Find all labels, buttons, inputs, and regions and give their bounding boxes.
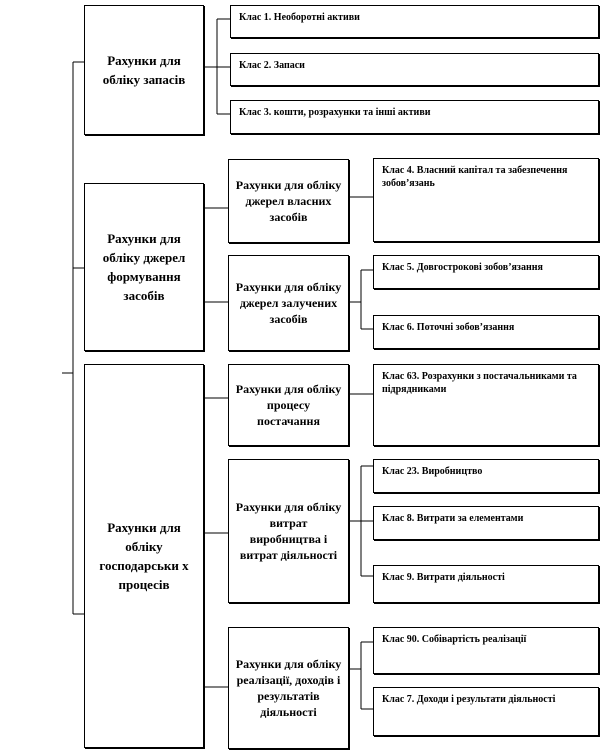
class-5-box	[373, 255, 599, 289]
class-90-box	[373, 627, 599, 674]
class-label: Клас 7. Доходи і результати діяльності	[382, 694, 556, 705]
class-label: Клас 90. Собівартість реалізації	[382, 634, 527, 645]
class-label: Клас 9. Витрати діяльності	[382, 572, 505, 583]
class-label: Клас 4. Власний капітал та забезпечення зобов’язань	[382, 165, 568, 189]
subgroup-label: Рахунки для обліку витрат виробництва і витрат діяльності	[235, 500, 342, 562]
class-9-box	[373, 565, 599, 603]
class-label: Клас 3. кошти, розрахунки та інші активи	[239, 107, 431, 118]
subgroup-production-costs	[228, 459, 349, 603]
class-label: Клас 6. Поточні зобов’язання	[382, 322, 515, 333]
group-label: Рахунки для обліку господарськи х процесів	[99, 520, 189, 592]
subgroup-label: Рахунки для обліку реалізації, доходів і результатів діяльності	[235, 657, 342, 719]
class-label: Клас 8. Витрати за елементами	[382, 513, 524, 524]
class-label: Клас 63. Розрахунки з постачальниками та підрядниками	[382, 371, 577, 395]
class-23-box	[373, 459, 599, 493]
group-label: Рахунки для обліку запасів	[102, 53, 186, 87]
class-3-box	[230, 100, 599, 134]
class-label: Клас 23. Виробництво	[382, 466, 483, 477]
class-7-box	[373, 687, 599, 736]
group-inventory-accounts	[84, 5, 204, 135]
class-2-box	[230, 53, 599, 86]
subgroup-supply-process	[228, 364, 349, 446]
group-label: Рахунки для обліку джерел формування засобів	[102, 231, 186, 303]
subgroup-label: Рахунки для обліку процесу постачання	[235, 382, 342, 428]
class-63-box	[373, 364, 599, 446]
subgroup-label: Рахунки для обліку джерел власних засобів	[235, 178, 342, 224]
class-4-box	[373, 158, 599, 242]
class-8-box	[373, 506, 599, 540]
subgroup-borrowed-funds	[228, 255, 349, 351]
class-label: Клас 2. Запаси	[239, 60, 305, 71]
subgroup-sales-income-results	[228, 627, 349, 749]
subgroup-label: Рахунки для обліку джерел залучених засобів	[235, 280, 342, 326]
group-business-processes-accounts	[84, 364, 204, 748]
group-funding-sources-accounts	[84, 183, 204, 351]
class-label: Клас 5. Довгострокові зобов’язання	[382, 262, 543, 273]
class-1-box	[230, 5, 599, 38]
subgroup-own-funds	[228, 159, 349, 243]
class-6-box	[373, 315, 599, 349]
class-label: Клас 1. Необоротні активи	[239, 12, 360, 23]
